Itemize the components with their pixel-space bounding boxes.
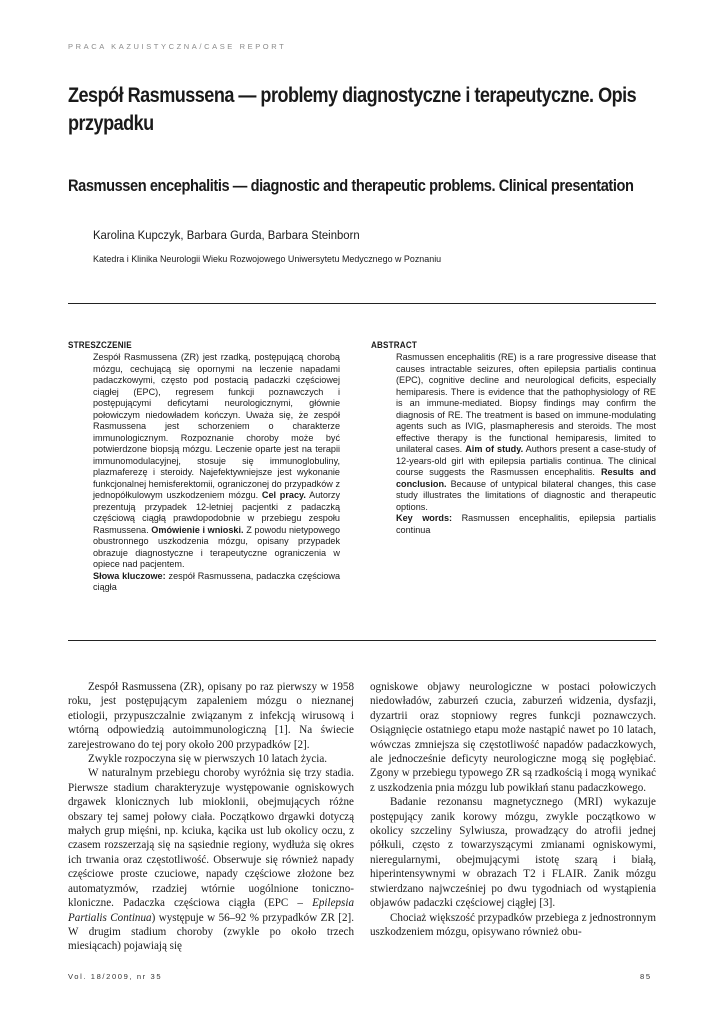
streszczenie-keywords: zespół Rasmussena, padaczka częściowa ciągła (93, 570, 341, 592)
streszczenie-keywords-label: Słowa kluczowe: (93, 570, 166, 581)
top-divider (68, 303, 656, 304)
abstract-heading: ABSTRACT (371, 340, 417, 350)
body-text: W naturalnym przebiegu choroby wyróżnia się trzy stadia. Pierwsze stadium charakteryzuje występowanie ogniskowych drgawek klonicznych lub mioklonii, obejmujących różne obszary tej samej połowy ciała. Początkowo drgawki dotyczą małych grup mięśni, np. kciuka, kącika ust lub okolicy oczu, z czasem rozszerzają się na sąsiednie regiony, wydłuża się okres ich trwania oraz częstotliwość. Obserwuje się również napady częściowe proste czuciowe, napady częściowe złożone bez automatyzmów, rzadziej wtórnie uogólnione toniczno-kloniczne. Padaczka częściowa ciągła (EPC – (68, 767, 354, 910)
body-right-column (370, 680, 656, 939)
body-left-column (68, 680, 354, 954)
abstract-aim-text: Authors present a case-study of 12-years-old girl with epilepsia partialis continua. The clinical course suggests the Rasmussen encephalitis. (396, 444, 656, 477)
body-paragraph: Zespół Rasmussena (ZR), opisany po raz pierwszy w 1958 roku, jest postępującym zapaleniem mózgu o nieznanej etiologii, przypuszczalnie związanym z infekcją wirusową i wtórną odpowiedzią autoimmunologiczną [1]. Na świecie zarejestrowano do tej pory około 200 przypadków [2]. (68, 681, 354, 751)
abstract-keywords-label: Key words: (396, 513, 453, 523)
authors: Karolina Kupczyk, Barbara Gurda, Barbara Steinborn (93, 228, 360, 242)
article-title-polish: Zespół Rasmussena — problemy diagnostyczne i terapeutyczne. Opis przypadku (68, 84, 637, 135)
body-paragraph (68, 766, 354, 953)
bottom-divider (68, 640, 656, 641)
body-paragraph: ogniskowe objawy neurologiczne w postaci połowiczych niedowładów, zaburzeń czucia, zaburzeń widzenia, dysfazji, dyzartrii oraz stopniowy regres funkcji poznawczych. Osiągnięcie ostatniego etapu może nastąpić nawet po 10 latach, wówczas zmniejsza się częstotliwość napadów padaczkowych, ale jednocześnie deficyty neurologiczne mogą się pogłębiać. Zgony w przebiegu typowego ZR są rzadkością i mogą wynikać z uszkodzenia pnia mózgu lub powikłań stanu padaczkowego. (370, 681, 656, 794)
abstract-results-text: Because of untypical bilateral changes, this case study illustrates the limitations of diagnostic and therapeutic options. (396, 478, 657, 512)
abstract-results-label: Results and conclusion. (396, 467, 656, 489)
streszczenie-aim-text: Autorzy prezentują przypadek 12-letniej pacjentki z padaczką częściową ciągłą prawdopodobnie w przebiegu zespołu Rasmussena. (93, 490, 341, 535)
section-tag: PRACA KAZUISTYCZNA/CASE REPORT (68, 42, 287, 51)
streszczenie-discussion-label: Omówienie i wnioski. (151, 524, 244, 535)
abstract-keywords: Rasmussen encephalitis, epilepsia partialis continua (396, 513, 656, 535)
streszczenie-text (93, 352, 340, 594)
streszczenie-body: Zespół Rasmussena (ZR) jest rzadką, postępującą chorobą mózgu, cechującą się opornymi na leczenie napadami padaczkowymi, często pod postacią padaczki częściowej ciągłej (EPC), regresem funkcji poznawczych i postępującymi deficytami neurologicznymi, głównie połowiczym niedowładem kończyn. Uważa się, że zespół Rasmussena jest schorzeniem o charakterze immunologicznym. Rozpoznanie choroby może być potwierdzone biopsją mózgu. Leczenie oparte jest na terapii immunomodulacyjnej, stosuje się immunoglobuliny, plazmaferezę i steroidy. Najefektywniejsze jest wykonanie funkcjonalnej hemisferektomii, ograniczonej do przypadków z jednopółkulowym uszkodzeniem mózgu. (93, 352, 340, 500)
body-text: ) występuje w 56–92 % przypadków ZR [2]. W drugim stadium choroby (zwykle po około trzech miesiącach) pojawiają się (68, 911, 354, 953)
affiliation: Katedra i Klinika Neurologii Wieku Rozwojowego Uniwersytetu Medycznego w Poznaniu (93, 254, 442, 265)
body-paragraph: Chociaż większość przypadków przebiega z jednostronnym uszkodzeniem mózgu, opisywano również obu- (370, 911, 656, 938)
body-paragraph: Zwykle rozpoczyna się w pierwszych 10 latach życia. (88, 753, 328, 766)
streszczenie-aim-label: Cel pracy. (261, 490, 306, 500)
abstract-text (396, 352, 656, 536)
body-italic-term: Epilepsia Partialis Continua (68, 897, 354, 924)
body-paragraph: Badanie rezonansu magnetycznego (MRI) wykazuje postępujący zanik korowy mózgu, zwykle początkowo w okolicy szczeliny Sylwiusza, prowadzący do atrofii jednej półkuli, często z towarzyszącymi zmianami ogniskowymi, nieregularnymi, obejmującymi istotę szarą i białą, hiperintensywnymi w obrazach T2 i FLAIR. Zanik mózgu stwierdzano najwcześniej po dwu tygodniach od wystąpienia objawów padaczki częściowej ciągłej [3]. (370, 796, 656, 910)
abstract-body: Rasmussen encephalitis (RE) is a rare progressive disease that causes intractable seizures, often epilepsia partialis continua (EPC), cognitive decline and neurological deficits, especially hemiparesis. There is evidence that the pathophysiology of RE is an immune-mediated. Biopsy findings may confirm the diagnosis of RE. The treatment is based on immune-modulating agents such as IVIG, plasmapheresis and steroids. The most effective therapy is the functional hemiparesis, limited to unilateral cases. (396, 352, 656, 454)
footer-issue: Vol. 18/2009, nr 35 (68, 972, 163, 981)
streszczenie-discussion-text: Z powodu nietypowego obustronnego uszkodzenia mózgu, opisany przypadek obrazuje diagnostyczne i terapeutyczne ograniczenia w opiece nad pacjentem. (93, 524, 341, 569)
abstract-aim-label: Aim of study. (465, 444, 524, 454)
article-title-english: Rasmussen encephalitis — diagnostic and therapeutic problems. Clinical presentation (68, 176, 634, 195)
page-number: 85 (640, 972, 652, 981)
streszczenie-heading: STRESZCZENIE (68, 340, 132, 350)
